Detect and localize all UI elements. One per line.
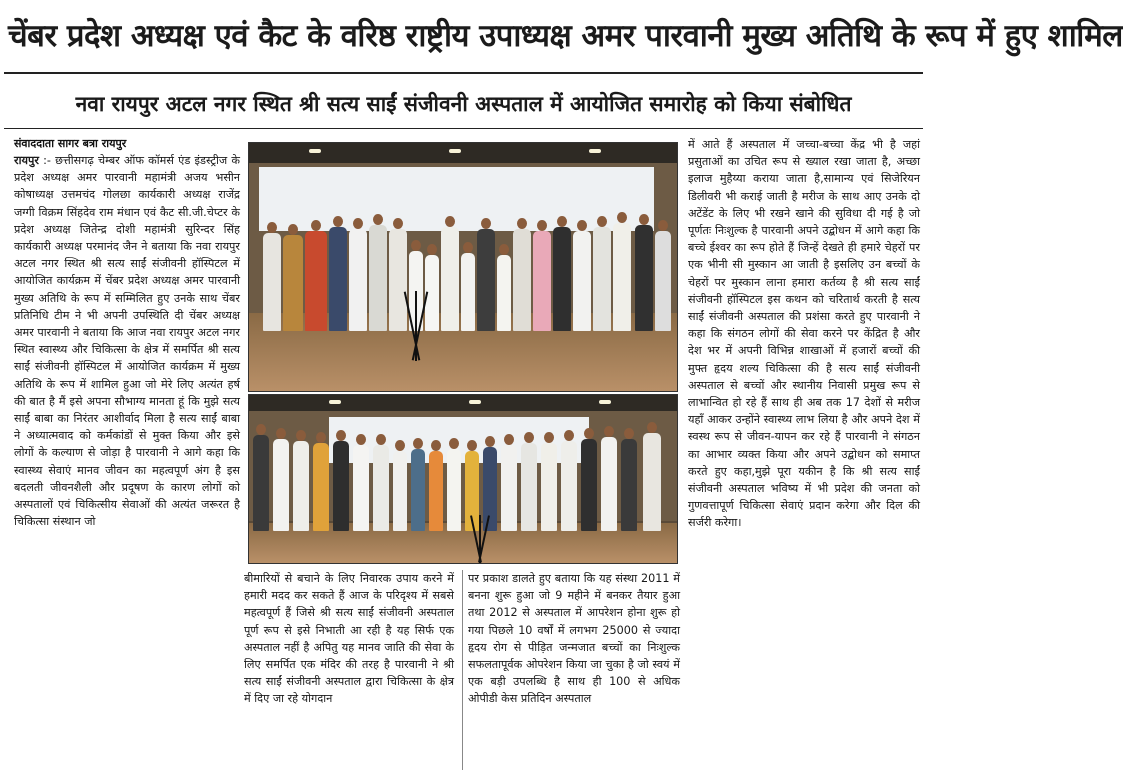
column-1-text: :- छत्तीसगढ़ चेम्बर ऑफ कॉमर्स एंड इंडस्ट्रीज के प्रदेश अध्यक्ष अमर पारवानी महामंत्री अजय भसीन कोषाध्यक्ष उत्तमचंद गोलछा कार्यकारी अध्यक्ष राजेंद्र जग्गी विक्रम सिंहदेव राम मंधान एवं कैट सी.जी.चेप्टर के प्रदेश अध्यक्ष जितेन्द्र दोशी महामंत्री सुरिन्दर सिंह कार्यकारी अध्यक्ष परमानंद जैन ने बताया कि नवा रायपुर अटल नगर स्थित श्री सत्य साईं संजीवनी हॉस्पिटल में आयोजित कार्यक्रम में चेंबर प्रदेश अध्यक्ष अमर पारवानी मुख्य अतिथि के रूप में सम्मिलित हुए उनके साथ चेंबर प्रतिनिधि टीम ने भी अपनी उपस्थिति दी चेंबर अध्यक्ष अमर पारवानी ने बताया कि आज नवा रायपुर अटल नगर स्थित स्वास्थ्य और चिकित्सा के क्षेत्र में समर्पित श्री सत्य साईं संजीवनी हॉस्पिटल में आयोजित कार्यक्रम में मुख्य अतिथि के रूप में शामिल हुआ जो मेरे लिए अत्यंत हर्ष की बात है मैं इसे अपना सौभाग्य मानता हूं कि मुझे सत्य साईं बाबा का निरंतर आशीर्वाद मिला है सत्य साईं बाबा ने अध्यात्मवाद को कर्मकांडों से मुक्त किया और इसे लोगों के कल्याण से जोड़ा है पारवानी ने आगे कहा कि स्वास्थ्य सेवाएं मानव जीवन का महत्वपूर्ण अंग है इस बदलती जीवनशैली और प्रदूषण के कारण लोगों को अस्पतालों एवं चिकित्सीय सेवाओं की अत्यंत जरूरत है चिकित्सा संस्थान जो <box>14 154 240 529</box>
subheadline: नवा रायपुर अटल नगर स्थित श्री सत्य साईं संजीवनी अस्पताल में आयोजित समारोह को किया संबोधित <box>75 92 852 116</box>
headline: चेंबर प्रदेश अध्यक्ष एवं कैट के वरिष्ठ राष्ट्रीय उपाध्यक्ष अमर पारवानी मुख्य अतिथि के रूप में हुए शामिल <box>8 18 1123 54</box>
column-2-text: बीमारियों से बचाने के लिए निवारक उपाय करने में हमारी मदद कर सकते हैं आज के परिदृश्य में सबसे महत्वपूर्ण हैं जिसे श्री सत्य साईं संजीवनी अस्पताल पूर्ण रूप से इसे निभाती आ रही है यह सिर्फ एक अस्पताल नहीं है अपितु यह मानव जाति की सेवा के लिए समर्पित एक मंदिर की तरह है पारवानी ने श्री सत्य साईं संजीवनी अस्पताल द्वारा चिकित्सा के क्षेत्र में दिए जा रहे योगदान <box>244 572 454 706</box>
byline: संवाददाता सागर बत्रा रायपुर <box>14 137 127 150</box>
dateline: रायपुर <box>14 154 39 167</box>
article-column-2 <box>244 570 454 772</box>
article-column-1 <box>14 152 240 772</box>
column-3-text: पर प्रकाश डालते हुए बताया कि यह संस्था 2011 में बनना शुरू हुआ जो 9 महीने में बनकर तैयार हुआ तथा 2012 से अस्पताल में आपरेशन होना शुरू हो गया पिछले 10 वर्षों में लगभग 25000 से ज्यादा हृदय रोग से पीड़ित जन्मजात बच्चों का निःशुल्क सफलतापूर्वक ओपरेशन किया जा चुका है जो स्वयं में एक बड़ी उपलब्धि है साथ ही 100 से अधिक ओपीडी केस प्रतिदिन अस्पताल <box>468 572 680 706</box>
headline-rule <box>4 72 923 74</box>
event-photo-group <box>248 142 678 392</box>
column-4-text: में आते हैं अस्पताल में जच्चा-बच्चा केंद्र भी है जहां प्रसुताओं का उचित रूप से ख्याल रखा जाता है, अच्छा इलाज मुहैय्या कराया जाता है,सामान्य एवं सिजेरियन डिलीवरी भी कराई जाती है मरीज के साथ आए उनके दो अटेंडेंट के लिए भी रखने खाने की सुविधा दी गई है जो पूर्णतः निःशुल्क है पारवानी अपने उद्बोधन में आगे कहा कि बच्चे ईश्वर का रूप होते हैं जिन्हें देखते ही हमारे चेहरों पर एक भीनी सी मुस्कान आ जाती है इसलिए उन बच्चों के चेहरों पर मुस्कान लाना हमारा कर्तव्य है श्री सत्य साईं संजीवनी हॉस्पिटल इस कथन को चरितार्थ करती है सत्य साईं संजीवनी अस्पताल की प्रशंसा करते हुए पारवानी ने कहा कि संगठन लोगों की सेवा करने पर केंद्रित है और देश भर में अपनी विभिन्न शाखाओं में हजारों बच्चों की मुफ्त हृदय शल्य चिकित्सा की है सत्य साईं संजीवनी अस्पताल से बच्चों और स्थानीय निवासी प्रमुख रूप से लाभान्वित हो रहे हैं साथ ही अब तक 17 देशों से मरीज यहाँ आकर उन्होंने स्वास्थ्य लाभ लिया है और अपने देश में स्वस्थ रूप से जीवन-यापन कर रहे हैं पारवानी ने संगठन का आभार व्यक्त किया और अपने उद्बोधन को समाप्त करते हुए कहा,मुझे पूरा यकीन है कि श्री सत्य साईं संजीवनी अस्पताल भविष्य में भी प्रदेश की जनता को गुणवत्तापूर्ण चिकित्सा सेवाएं प्रदान करेगा और दिल की सर्जरी करेगा। <box>688 138 920 530</box>
article-column-4 <box>688 136 920 772</box>
column-divider <box>462 570 463 770</box>
article-column-3 <box>468 570 680 772</box>
event-photo-team <box>248 394 678 564</box>
subhead-rule <box>4 128 923 129</box>
